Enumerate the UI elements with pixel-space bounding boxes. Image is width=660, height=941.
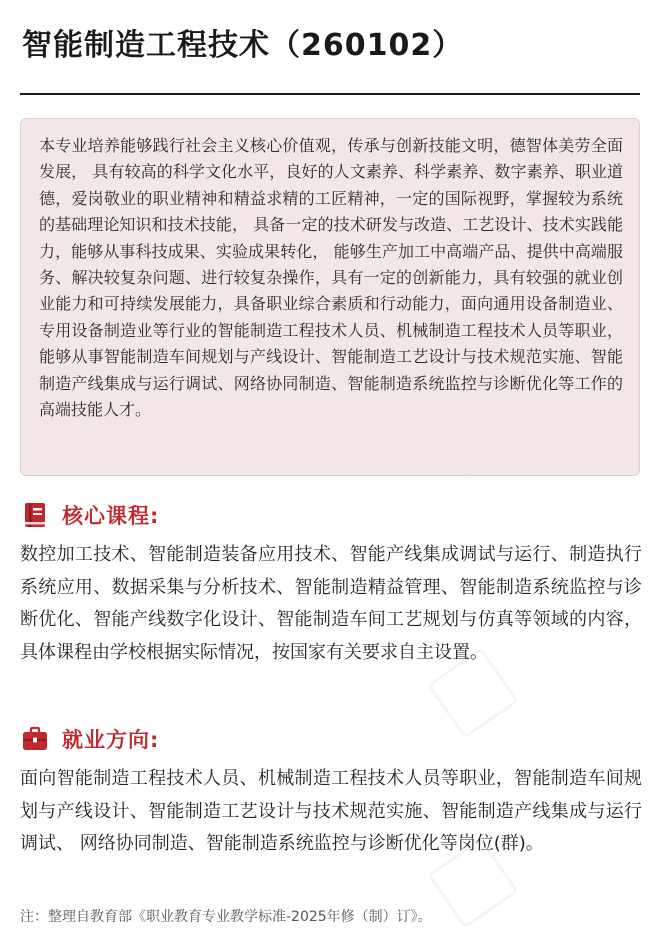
core-courses-text: 数控加工技术、智能制造装备应用技术、智能产线集成调试与运行、制造执行系统应用、数据采集与分析技术、智能制造精益管理、智能制造系统监控与诊断优化、智能产线数字化设计、智能制造车间工艺规划与仿真等领域的内容，具体课程由学校根据实际情况，按国家有关要求自主设置。	[20, 544, 642, 663]
book-icon	[22, 502, 48, 528]
employment-heading: 就业方向:	[62, 728, 160, 752]
core-courses-header	[22, 500, 159, 530]
page-title: 智能制造工程技术（260102）	[22, 28, 464, 63]
intro-text: 本专业培养能够践行社会主义核心价值观，传承与创新技能文明，德智体美劳全面发展， 具有较高的科学文化水平，良好的人文素养、科学素养、数字素养、职业道德，爱岗敬业的职业精神和精益求精的工匠精神，一定的国际视野，掌握较为系统的基础理论知识和技术技能， 具备一定的技术研发与改造、工艺设计、技术实践能力，能够从事科技成果、实验成果转化， 能够生产加工中高端产品、提供中高端服务、解决较复杂问题、进行较复杂操作，具有一定的创新能力，具有较强的就业创业能力和可持续发展能力，具备职业综合素质和行动能力，面向通用设备制造业、专用设备制造业等行业的智能制造工程技术人员、机械制造工程技术人员等职业，能够从事智能制造车间规划与产线设计、智能制造工艺设计与技术规范实施、智能制造产线集成与运行调试、网络协同制造、智能制造系统监控与诊断优化等工作的高端技能人才。	[39, 136, 623, 420]
source-note: 注：整理自教育部《职业教育专业教学标准-2025年修（制）订》。	[20, 909, 432, 925]
briefcase-icon	[22, 726, 48, 752]
employment-text: 面向智能制造工程技术人员、机械制造工程技术人员等职业，智能制造车间规划与产线设计、智能制造工艺设计与技术规范实施、智能制造产线集成与运行调试、 网络协同制造、智能制造系统监控与诊断优化等岗位(群)。	[20, 768, 642, 854]
intro-box	[20, 118, 640, 476]
employment-header	[22, 724, 159, 754]
core-courses-heading: 核心课程:	[62, 504, 160, 528]
title-divider	[20, 93, 640, 95]
